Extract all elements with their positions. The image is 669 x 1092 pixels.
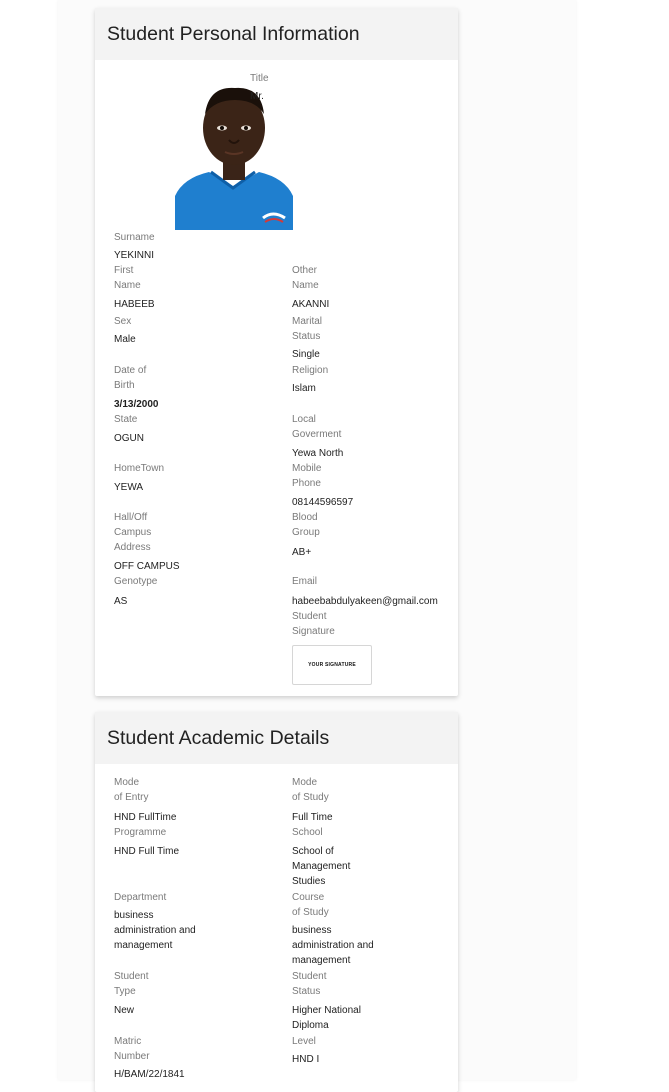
hall-value: OFF CAMPUS <box>114 561 180 572</box>
school-label: School <box>292 827 323 838</box>
mode-of-study-label: Mode of Study <box>292 777 329 803</box>
marital-status-value: Single <box>292 349 320 360</box>
course-of-study-value: business administration and management <box>292 925 374 966</box>
academic-details-card <box>95 712 458 1092</box>
genotype-label: Genotype <box>114 576 158 587</box>
email-value: habeebabdulyakeen@gmail.com <box>292 596 438 607</box>
student-status-value: Higher National Diploma <box>292 1005 361 1031</box>
signature-image <box>292 645 372 685</box>
hometown-value: YEWA <box>114 482 144 493</box>
matric-number-value: H/BAM/22/1841 <box>114 1069 185 1080</box>
mode-of-entry-label: Mode of Entry <box>114 777 149 803</box>
academic-details-title: Student Academic Details <box>107 726 330 749</box>
mode-of-study-value: Full Time <box>292 812 333 823</box>
student-photo <box>175 78 293 230</box>
programme-value: HND Full Time <box>114 846 180 857</box>
genotype-value: AS <box>114 596 128 607</box>
department-value: business administration and management <box>114 910 196 951</box>
first-name-label: First Name <box>114 265 141 291</box>
school-value: School of Management Studies <box>292 846 351 887</box>
signature-label: Student Signature <box>292 611 335 637</box>
hall-label: Hall/Off Campus Address <box>114 512 152 553</box>
student-type-label: Student Type <box>114 971 149 997</box>
academic-details-header <box>95 712 458 764</box>
course-of-study-label: Course of Study <box>292 892 329 918</box>
first-name-value: HABEEB <box>114 299 155 310</box>
other-name-label: Other Name <box>292 265 319 291</box>
programme-label: Programme <box>114 827 167 838</box>
other-name-value: AKANNI <box>292 299 330 310</box>
lga-label: Local Goverment <box>292 414 342 440</box>
lga-value: Yewa North <box>292 448 344 459</box>
religion-label: Religion <box>292 365 329 376</box>
hometown-label: HomeTown <box>114 463 165 474</box>
surname-label: Surname <box>114 232 155 243</box>
signature-text: YOUR SIGNATURE <box>308 662 356 668</box>
personal-info-card <box>95 8 458 696</box>
state-label: State <box>114 414 138 425</box>
dob-value: 3/13/2000 <box>114 399 159 410</box>
marital-status-label: Marital Status <box>292 316 323 342</box>
state-value: OGUN <box>114 433 144 444</box>
department-label: Department <box>114 892 167 903</box>
email-label: Email <box>292 576 318 587</box>
sex-label: Sex <box>114 316 132 327</box>
level-value: HND I <box>292 1054 320 1065</box>
sex-value: Male <box>114 334 136 345</box>
religion-value: Islam <box>292 383 316 394</box>
student-status-label: Student Status <box>292 971 327 997</box>
surname-value: YEKINNI <box>114 250 155 261</box>
blood-group-label: Blood Group <box>292 512 320 538</box>
title-label: Title <box>250 73 269 84</box>
personal-info-title: Student Personal Information <box>107 22 360 45</box>
phone-value: 08144596597 <box>292 497 354 508</box>
title-value: Mr. <box>250 91 264 102</box>
blood-group-value: AB+ <box>292 547 312 558</box>
student-type-value: New <box>114 1005 135 1016</box>
mode-of-entry-value: HND FullTime <box>114 812 177 823</box>
matric-number-label: Matric Number <box>114 1036 150 1062</box>
dob-label: Date of Birth <box>114 365 147 391</box>
phone-label: Mobile Phone <box>292 463 322 489</box>
level-label: Level <box>292 1036 316 1047</box>
personal-info-header <box>95 8 458 60</box>
